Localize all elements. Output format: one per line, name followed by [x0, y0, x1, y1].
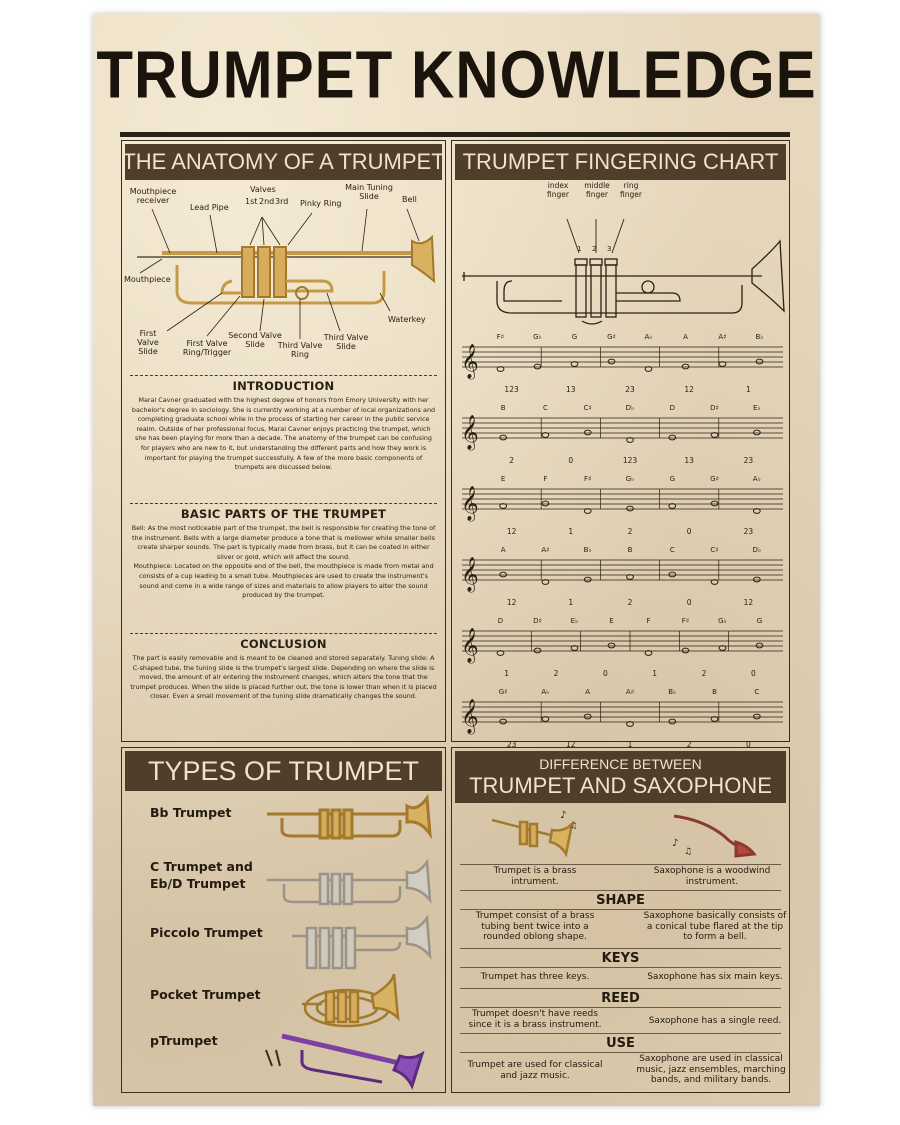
note-head [682, 648, 689, 653]
note-name: B♭ [668, 688, 677, 696]
type-label-piccolo: Piccolo Trumpet [150, 925, 263, 940]
note-name: C [669, 546, 675, 554]
label-waterkey: Waterkey [388, 315, 426, 324]
keys-heading: KEYS [601, 951, 640, 966]
introduction-section [130, 379, 437, 473]
note-head [753, 714, 760, 719]
valve-number-3: 3 [607, 245, 612, 253]
divider [460, 948, 781, 949]
note-name: G♭ [718, 617, 727, 625]
fingering-number: 12 [506, 598, 517, 607]
note-head [753, 577, 760, 582]
type-item [122, 854, 445, 914]
title-divider [120, 132, 790, 137]
saxophone-music-image [664, 806, 764, 858]
fingering-number: 12 [566, 740, 576, 749]
fingering-number: 1 [746, 385, 751, 394]
page-title: TRUMPET KNOWLEDGE [96, 36, 817, 112]
divider [460, 1033, 781, 1034]
note-name: A [683, 333, 688, 341]
treble-clef-icon: 𝄞 [461, 415, 479, 450]
note-name: E♭ [570, 617, 579, 625]
note-name: F [543, 475, 548, 483]
fingering-number: 2 [553, 669, 559, 678]
type-item [122, 914, 445, 974]
treble-clef-icon: 𝄞 [461, 344, 479, 379]
basic-parts-bell-text: Bell: As the most noticeable part of the trumpet, the bell is responsible for creating the tone of the instrument. Bells with a large diameter produce a tone that is mellower while smaller bells create sharper sounds. The part is typically made from brass, but it can be coated in either silver or gold, which will affect the sound. [131, 524, 436, 561]
note-name: E♭ [752, 404, 761, 412]
staff-row [458, 613, 785, 683]
fingering-number: 123 [504, 385, 519, 394]
svg-text:♫: ♫ [570, 821, 578, 830]
trumpet-anatomy-diagram [122, 181, 445, 371]
staff-row [458, 684, 785, 754]
difference-heading-small: DIFFERENCE BETWEEN [539, 755, 702, 772]
note-head [584, 577, 591, 582]
fingering-number: 23 [506, 740, 517, 749]
ptrumpet-image [262, 1030, 437, 1090]
difference-heading-large: TRUMPET AND SAXOPHONE [469, 772, 772, 798]
note-head [682, 364, 689, 369]
fingering-number: 0 [750, 669, 756, 678]
treble-clef-icon: 𝄞 [461, 557, 479, 592]
reed-heading: REED [601, 991, 640, 1006]
note-name: C [542, 404, 548, 412]
svg-text:♫: ♫ [684, 847, 693, 857]
trumpet-reed: Trumpet doesn't have reeds since it is a brass instrument. [468, 1009, 602, 1030]
note-name: C [754, 688, 760, 696]
note-head [756, 643, 763, 648]
fingering-number: 23 [625, 385, 635, 394]
note-name: D♯ [533, 617, 542, 625]
svg-text:♪: ♪ [672, 838, 679, 849]
fingering-number: 0 [568, 456, 574, 465]
label-pinky-ring: Pinky Ring [300, 199, 342, 208]
note-name: F♯ [496, 333, 505, 341]
type-label-bb: Bb Trumpet [150, 805, 232, 820]
note-name: G [756, 617, 763, 625]
anatomy-panel [121, 140, 446, 742]
note-head [627, 506, 634, 511]
label-third-valve-ring: Third Valve Ring [277, 341, 323, 359]
difference-panel [451, 747, 790, 1093]
note-head [669, 435, 676, 440]
pocket-trumpet-image [262, 974, 437, 1034]
note-head [584, 430, 591, 435]
saxophone-use: Saxophone are used in classical music, jazz ensembles, marching bands, and military bands. [636, 1054, 786, 1085]
finger-label-index: index finger [547, 181, 569, 199]
trumpet-shape: Trumpet consist of a brass tubing bent twice into a rounded oblong shape. [475, 911, 595, 942]
note-head [534, 648, 541, 653]
note-name: B [627, 546, 633, 554]
note-head [756, 359, 763, 364]
note-name: E [500, 475, 506, 483]
type-item [122, 794, 445, 854]
trumpet-music-image [482, 806, 582, 858]
note-name: A♯ [625, 688, 635, 696]
poster [93, 14, 820, 1106]
fingering-number: 0 [602, 669, 608, 678]
valve-number-2: 2 [592, 245, 597, 253]
note-name: A♭ [644, 333, 653, 341]
fingering-number: 2 [686, 740, 692, 749]
treble-clef-icon: 𝄞 [461, 628, 479, 663]
fingering-number: 0 [746, 740, 751, 749]
anatomy-heading: THE ANATOMY OF A TRUMPET [125, 144, 442, 180]
fingering-number: 2 [627, 598, 633, 607]
divider [460, 864, 781, 865]
note-name: A♭ [541, 688, 550, 696]
divider [460, 1052, 781, 1053]
fingering-number: 12 [506, 527, 517, 536]
label-valve-3rd: 3rd [275, 197, 289, 206]
label-valve-1st: 1st [245, 197, 258, 206]
note-name: C♯ [710, 546, 719, 554]
label-mouthpiece: Mouthpiece [124, 275, 171, 284]
note-name: D [497, 617, 504, 625]
note-name: D [669, 404, 675, 412]
finger-label-middle: middle finger [584, 181, 610, 199]
saxophone-keys: Saxophone has six main keys. [647, 972, 783, 982]
shape-heading: SHAPE [596, 893, 645, 908]
label-first-valve-slide: First Valve Slide [137, 329, 159, 356]
conclusion-section [130, 637, 437, 702]
difference-heading [455, 751, 786, 803]
fingering-trumpet-illustration [452, 181, 791, 326]
fingering-number: 13 [566, 385, 576, 394]
note-head [500, 572, 507, 577]
c-trumpet-image [262, 854, 437, 914]
note-head [711, 501, 718, 506]
note-name: B♭ [583, 546, 592, 554]
note-name: C♯ [583, 404, 592, 412]
bb-trumpet-image [262, 794, 437, 854]
divider [130, 633, 437, 634]
label-bell: Bell [402, 195, 417, 204]
note-name: G♭ [625, 475, 635, 483]
introduction-heading: INTRODUCTION [232, 379, 335, 393]
label-valve-2nd: 2nd [259, 197, 275, 206]
basic-parts-mouthpiece-text: Mouthpiece: Located on the opposite end of the bell, the mouthpiece is made from metal and consists of a cup leading to a small tube. Mouthpieces are used to create the instrument's sound and come in a wide range of sizes and materials to allow players to alter the sound produced by the trumpet. [133, 562, 434, 600]
fingering-number: 2 [701, 669, 707, 678]
note-name: E [609, 617, 614, 625]
note-name: G [669, 475, 675, 483]
note-head [669, 719, 676, 724]
types-panel [121, 747, 446, 1093]
fingering-number: 1 [627, 740, 633, 749]
staff-row [458, 329, 785, 399]
fingering-number: 12 [743, 598, 754, 607]
staff-row [458, 400, 785, 470]
note-name: B [712, 688, 717, 696]
fingering-number: 23 [743, 527, 754, 536]
note-head [500, 435, 507, 440]
note-name: A [500, 546, 506, 554]
fingering-trumpet-diagram [452, 181, 789, 326]
type-item [122, 974, 445, 1034]
note-name: A♭ [752, 475, 761, 483]
divider [460, 988, 781, 989]
type-item [122, 1030, 445, 1090]
svg-text:♪: ♪ [560, 810, 567, 821]
note-head [542, 501, 549, 506]
note-name: F♯ [681, 617, 690, 625]
trumpet-intro: Trumpet is a brass intrument. [493, 866, 577, 887]
note-name: G♯ [710, 475, 719, 483]
trumpet-use: Trumpet are used for classical and jazz music. [467, 1060, 603, 1081]
use-heading: USE [606, 1036, 635, 1051]
label-lead-pipe: Lead Pipe [190, 203, 229, 212]
divider [460, 890, 781, 891]
note-head [608, 643, 615, 648]
finger-label-ring: ring finger [620, 181, 642, 199]
divider [460, 909, 781, 910]
saxophone-shape: Saxophone basically consists of a conical tube flared at the tip to form a bell. [643, 911, 787, 942]
note-head [608, 359, 615, 364]
note-name: A♯ [541, 546, 550, 554]
divider [460, 967, 781, 968]
label-second-valve-slide: Second Valve Slide [228, 331, 282, 349]
fingering-number: 2 [509, 456, 514, 465]
note-head [534, 364, 541, 369]
note-name: G [571, 333, 578, 341]
note-name: D♭ [752, 546, 762, 554]
staff-row [458, 542, 785, 612]
fingering-heading: TRUMPET FINGERING CHART [455, 144, 786, 180]
staff-row [458, 471, 785, 541]
divider [130, 375, 437, 376]
fingering-number: 1 [568, 598, 574, 607]
divider [460, 1007, 781, 1008]
conclusion-heading: CONCLUSION [240, 637, 327, 651]
treble-clef-icon: 𝄞 [461, 486, 479, 521]
types-heading: TYPES OF TRUMPET [125, 751, 442, 791]
fingering-number: 1 [568, 527, 574, 536]
fingering-number: 0 [686, 527, 692, 536]
note-head [584, 714, 591, 719]
basic-parts-heading: BASIC PARTS OF THE TRUMPET [180, 507, 387, 521]
saxophone-reed: Saxophone has a single reed. [648, 1016, 782, 1026]
note-name: A [585, 688, 591, 696]
note-name: B♭ [755, 333, 764, 341]
fingering-number: 13 [684, 456, 694, 465]
type-label-pocket: Pocket Trumpet [150, 987, 261, 1002]
conclusion-text: The part is easily removable and is meant to be cleaned and stored separately. Tuning slide: A C-shaped tube, the tuning slide is the trumpet's largest slide. Depending on where the slide is moved, the amount of air entering the instrument changes, which alters the tone that the trumpet produces. When the slide is placed further out, the tone is lower than when it is placed closer. Even a small movement of the tuning slide dramatically changes the sound. [130, 654, 437, 701]
trumpet-keys: Trumpet has three keys. [480, 972, 590, 982]
fingering-number: 12 [684, 385, 694, 394]
treble-clef-icon: 𝄞 [461, 699, 479, 734]
fingering-number: 2 [627, 527, 633, 536]
fingering-number: 1 [504, 669, 510, 678]
fingering-number: 23 [743, 456, 754, 465]
note-name: F [646, 617, 651, 625]
note-name: B [500, 404, 506, 412]
introduction-text: Maral Cavner graduated with the highest degree of honors from Emory University with her bachelor's degree in sociology. She is currently working at a number of local organizations and completing graduate school while in the process of starting her career in the public service realm. Outside of her professional focus, Maral Cavner enjoys practicing the trumpet, which she has been playing for more than a decade. The anatomy of the trumpet can be confusing for players who are new to it, but understanding the different parts and how they work is important for playing the trumpet successfully. A few of the more basic components of trumpets are discussed below. [131, 396, 436, 472]
fingering-number: 1 [652, 669, 658, 678]
piccolo-trumpet-image [262, 914, 437, 974]
fingering-panel [451, 140, 790, 749]
label-third-valve-slide: Third Valve Slide [323, 333, 369, 351]
note-name: G♭ [533, 333, 542, 341]
label-mouthpiece-receiver: Mouthpiece receiver [129, 187, 177, 205]
label-main-tuning-slide: Main Tuning Slide [345, 183, 393, 201]
note-head [753, 430, 760, 435]
fingering-number: 123 [622, 456, 638, 465]
label-first-valve-ring: First Valve Ring/Trigger [182, 339, 232, 357]
note-name: G♯ [498, 688, 508, 696]
saxophone-intro: Saxophone is a woodwind instrument. [653, 866, 771, 887]
fingering-number: 0 [686, 598, 692, 607]
note-head [500, 719, 507, 724]
note-name: A♯ [718, 333, 727, 341]
type-label-c: C Trumpet and Eb/D Trumpet [150, 859, 253, 891]
note-name: D♭ [625, 404, 635, 412]
basic-parts-section [130, 507, 437, 601]
divider [130, 503, 437, 504]
note-name: G♯ [607, 333, 616, 341]
note-name: F♯ [583, 475, 592, 483]
note-name: D♯ [710, 404, 719, 412]
label-valves: Valves [250, 185, 276, 194]
note-head [669, 572, 676, 577]
valve-number-1: 1 [577, 245, 582, 253]
type-label-ptrumpet: pTrumpet [150, 1033, 218, 1048]
